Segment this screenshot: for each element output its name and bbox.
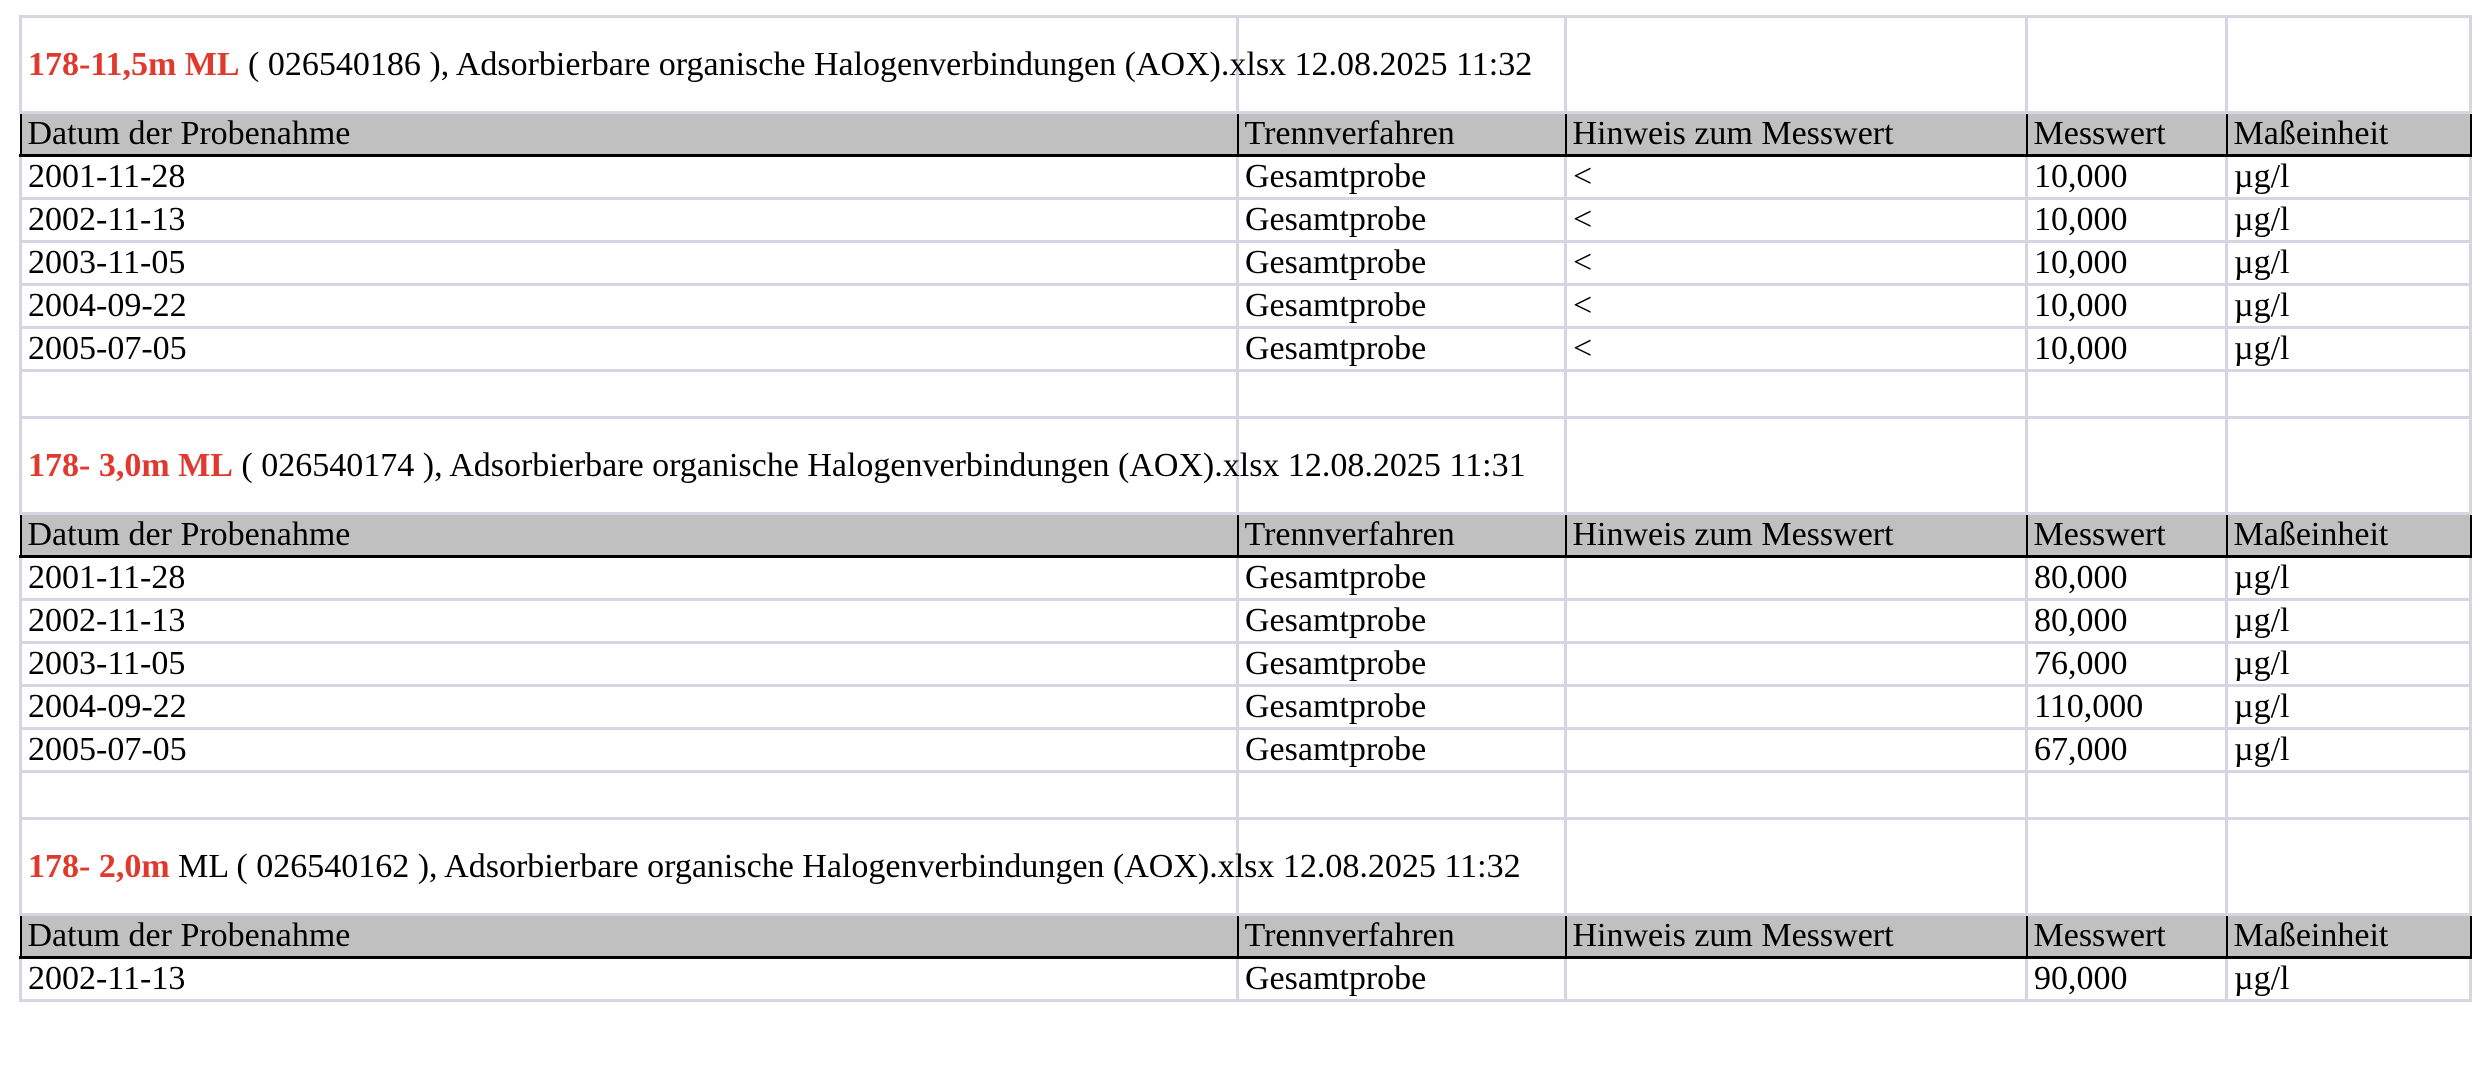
empty-cell [1566,418,2027,514]
unit-text: µg/l [2234,602,2290,639]
empty-cell [21,371,1238,418]
note-cell: < [1566,156,2027,199]
note-cell: < [1566,285,2027,328]
value-cell: 76,000 [2027,643,2227,686]
empty-cell [2027,371,2227,418]
method-cell: Gesamtprobe [1238,156,1566,199]
column-header: Maßeinheit [2227,514,2471,557]
column-header: Hinweis zum Messwert [1566,514,2027,557]
column-header: Trennverfahren [1238,514,1566,557]
value-cell: 10,000 [2027,156,2227,199]
date-cell: 2002-11-13 [21,600,1238,643]
date-cell: 2005-07-05 [21,328,1238,371]
table-row [21,156,2471,199]
table-row [21,643,2471,686]
station-label: 178- 3,0m ML [28,446,233,484]
empty-cell [2227,371,2471,418]
unit-text: µg/l [2234,244,2290,281]
section-title-text: ( 026540186 ), Adsorbierbare organische Halogenverbindungen (AOX).xlsx 12.08.2025 11:32 [239,45,1533,83]
unit-cell [2227,156,2471,199]
empty-cell [1238,371,1566,418]
value-cell: 10,000 [2027,199,2227,242]
unit-text: µg/l [2234,688,2290,725]
note-cell [1566,729,2027,772]
unit-cell [2227,958,2471,1001]
table-row [21,557,2471,600]
unit-cell [2227,686,2471,729]
method-cell: Gesamtprobe [1238,557,1566,600]
empty-cell [2227,772,2471,819]
unit-text: µg/l [2234,645,2290,682]
empty-cell [2027,819,2227,915]
unit-text: µg/l [2234,330,2290,367]
empty-cell [2227,17,2471,113]
spreadsheet-table [19,15,2472,1002]
unit-text: µg/l [2234,731,2290,768]
note-cell: < [1566,328,2027,371]
empty-cell [2027,17,2227,113]
table-row [21,686,2471,729]
column-header: Messwert [2027,514,2227,557]
section-title-text: ML ( 026540162 ), Adsorbierbare organische Halogenverbindungen (AOX).xlsx 12.08.2025 11:32 [169,847,1521,885]
unit-cell [2227,729,2471,772]
date-cell: 2002-11-13 [21,958,1238,1001]
unit-text: µg/l [2234,287,2290,324]
date-cell: 2002-11-13 [21,199,1238,242]
section-title-row [21,819,2471,915]
method-cell: Gesamtprobe [1238,199,1566,242]
date-cell: 2003-11-05 [21,242,1238,285]
column-header: Trennverfahren [1238,113,1566,156]
unit-cell [2227,242,2471,285]
column-header: Hinweis zum Messwert [1566,113,2027,156]
date-cell: 2005-07-05 [21,729,1238,772]
column-header: Datum der Probenahme [21,514,1238,557]
value-cell: 80,000 [2027,600,2227,643]
table-row [21,328,2471,371]
method-cell: Gesamtprobe [1238,328,1566,371]
table-row [21,285,2471,328]
method-cell: Gesamtprobe [1238,958,1566,1001]
note-cell [1566,643,2027,686]
empty-cell [1238,772,1566,819]
table-header-row [21,113,2471,156]
unit-cell [2227,600,2471,643]
date-cell: 2001-11-28 [21,156,1238,199]
unit-text: µg/l [2234,158,2290,195]
empty-cell [2027,418,2227,514]
value-cell: 10,000 [2027,242,2227,285]
unit-text: µg/l [2234,201,2290,238]
column-header: Maßeinheit [2227,915,2471,958]
station-label: 178- 2,0m [28,847,170,885]
section-title [21,17,1533,113]
method-cell: Gesamtprobe [1238,643,1566,686]
unit-cell [2227,285,2471,328]
value-cell: 80,000 [2027,557,2227,600]
column-header: Trennverfahren [1238,915,1566,958]
column-header: Messwert [2027,915,2227,958]
note-cell [1566,600,2027,643]
section-title [21,819,1521,915]
empty-cell [1566,17,2027,113]
section-title-text: ( 026540174 ), Adsorbierbare organische Halogenverbindungen (AOX).xlsx 12.08.2025 11:31 [232,446,1526,484]
value-cell: 110,000 [2027,686,2227,729]
method-cell: Gesamtprobe [1238,729,1566,772]
spacer-row [21,772,2471,819]
empty-cell [21,772,1238,819]
column-header: Maßeinheit [2227,113,2471,156]
value-cell: 90,000 [2027,958,2227,1001]
column-header: Hinweis zum Messwert [1566,915,2027,958]
section-title-row [21,17,2471,113]
column-header: Datum der Probenahme [21,113,1238,156]
table-row [21,958,2471,1001]
column-header: Datum der Probenahme [21,915,1238,958]
table-row [21,199,2471,242]
method-cell: Gesamtprobe [1238,600,1566,643]
spreadsheet-body [21,17,2471,1001]
date-cell: 2003-11-05 [21,643,1238,686]
note-cell [1566,557,2027,600]
spacer-row [21,371,2471,418]
section-title [21,418,1526,514]
empty-cell [1566,371,2027,418]
value-cell: 10,000 [2027,285,2227,328]
unit-cell [2227,328,2471,371]
unit-text: µg/l [2234,960,2290,997]
table-header-row [21,915,2471,958]
method-cell: Gesamtprobe [1238,686,1566,729]
value-cell: 67,000 [2027,729,2227,772]
note-cell: < [1566,199,2027,242]
note-cell [1566,958,2027,1001]
table-row [21,242,2471,285]
date-cell: 2004-09-22 [21,285,1238,328]
method-cell: Gesamtprobe [1238,242,1566,285]
note-cell [1566,686,2027,729]
empty-cell [2227,418,2471,514]
unit-text: µg/l [2234,559,2290,596]
table-row [21,729,2471,772]
column-header: Messwert [2027,113,2227,156]
empty-cell [1566,772,2027,819]
empty-cell [2227,819,2471,915]
unit-cell [2227,557,2471,600]
empty-cell [2027,772,2227,819]
date-cell: 2004-09-22 [21,686,1238,729]
date-cell: 2001-11-28 [21,557,1238,600]
table-header-row [21,514,2471,557]
unit-cell [2227,643,2471,686]
empty-cell [1566,819,2027,915]
note-cell: < [1566,242,2027,285]
value-cell: 10,000 [2027,328,2227,371]
section-title-row [21,418,2471,514]
unit-cell [2227,199,2471,242]
method-cell: Gesamtprobe [1238,285,1566,328]
table-row [21,600,2471,643]
station-label: 178-11,5m ML [28,45,240,83]
